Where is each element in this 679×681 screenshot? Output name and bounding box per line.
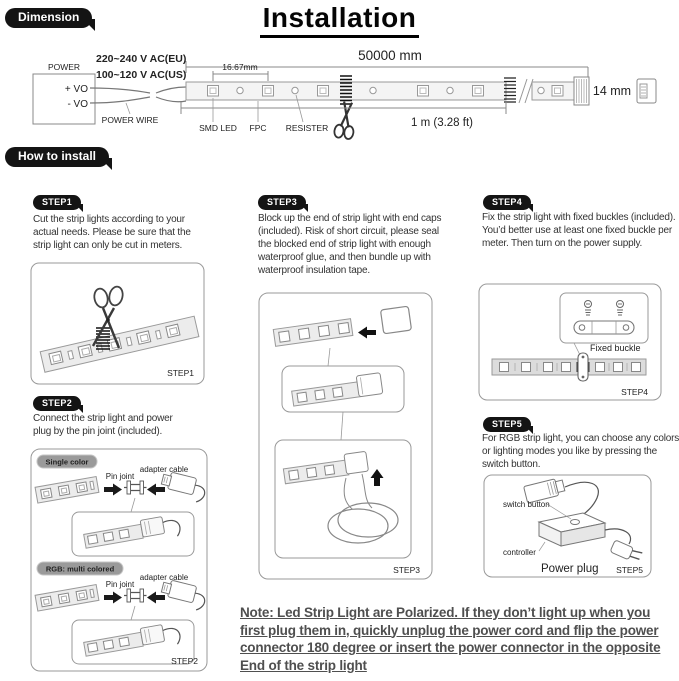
power-wire-label: POWER WIRE: [101, 115, 159, 125]
step5-text: For RGB strip light, you can choose any colors or lighting modes you like by pressing the switch button.: [482, 433, 679, 470]
minus-vo-label: - VO: [67, 99, 88, 110]
pitch-label: 16.67mm: [222, 62, 258, 72]
step4-illustration: [478, 283, 662, 401]
step4-strip: [492, 359, 646, 375]
page-title: Installation: [260, 2, 420, 38]
strip-width-label: 14 mm: [592, 84, 632, 98]
smd-led-label: SMD LED: [199, 123, 237, 133]
cut-length-label: 1 m (3.28 ft): [411, 117, 473, 129]
buckle-shape: [574, 321, 634, 334]
end-cap: [380, 306, 411, 334]
single-color-pill: [37, 455, 97, 468]
step1-text: Cut the strip lights according to your actual needs. Please be sure that the strip light can only be cut in meters.: [33, 214, 191, 251]
controller-label: controller: [503, 548, 536, 557]
end-connector: [574, 77, 589, 105]
step3-text: Block up the end of strip light with end caps (included). Risk of short circuit, please seal the blocked end of strip light with enough waterproof glue, and then bundle up with waterproof insulation tape.: [258, 213, 442, 276]
cut-mark: [340, 76, 352, 104]
pitch-dimension: [213, 71, 268, 81]
voltage-us-label: 100~120 V AC(US): [96, 69, 187, 81]
dimension-badge: Dimension: [5, 8, 92, 28]
how-to-install-badge: How to install: [5, 147, 109, 167]
fpc-label: FPC: [249, 123, 267, 133]
adapter-cable-label-1: adapter cable: [139, 465, 189, 474]
step1-illustration: [30, 262, 205, 385]
step5-badge: STEP5: [483, 417, 531, 432]
svg-text:RGB: multi colored: RGB: multi colored: [45, 564, 115, 574]
step4-badge: STEP4: [483, 195, 531, 210]
step5-illustration: [483, 474, 652, 578]
rgb-pill: [37, 562, 123, 575]
scissors-icon: [334, 101, 358, 140]
total-length-label: 50000 mm: [358, 48, 422, 63]
buckle-inset-box: [560, 293, 648, 343]
break-mark: [519, 79, 533, 103]
svg-text:Single color: Single color: [45, 457, 89, 467]
switch-button-label: switch button: [503, 500, 550, 509]
buckle-on-strip: [578, 353, 588, 381]
step4-text: Fix the strip light with fixed buckles (included). You’d better use at least one fixed buckle per meter. Then turn on the power supply.: [482, 212, 676, 249]
pin-joint-label-2: Pin joint: [105, 580, 135, 589]
dimension-diagram: [0, 45, 679, 140]
power-plug-label: Power plug: [541, 563, 599, 575]
switch-button-icon: [571, 520, 580, 525]
step1-corner-label: STEP1: [167, 368, 194, 378]
voltage-eu-label: 220~240 V AC(EU): [96, 53, 187, 65]
end-cap-piece: [637, 79, 656, 103]
step2-corner-label: STEP2: [171, 656, 198, 666]
step2-illustration: [30, 448, 208, 672]
strip-end-segment: [532, 82, 576, 100]
resister-label: RESISTER: [285, 123, 329, 133]
power-label: POWER: [47, 62, 81, 72]
adapter-cable-label-2: adapter cable: [139, 573, 189, 582]
pin-joint-label-1: Pin joint: [105, 472, 135, 481]
plus-vo-label: + VO: [64, 84, 88, 95]
step2-badge: STEP2: [33, 396, 81, 411]
page-title-wrap: [0, 2, 679, 38]
step2-text: Connect the strip light and power plug by the pin joint (included).: [33, 413, 173, 437]
step3-badge: STEP3: [258, 195, 306, 210]
fixed-buckle-label: Fixed buckle: [590, 343, 641, 353]
step3-corner-label: STEP3: [393, 565, 420, 575]
power-wires: [90, 87, 186, 103]
step3-illustration: [258, 292, 433, 580]
polarity-note: Note: Led Strip Light are Polarized. If they don’t light up when you first plug them in, quickly unplug the power cord and flip the power connector 180 degree or insert the power connector in the opposite End of the strip light: [240, 605, 661, 673]
step1-badge: STEP1: [33, 195, 81, 210]
step4-corner-label: STEP4: [621, 387, 648, 397]
power-wire-leader: [126, 103, 130, 114]
step5-corner-label: STEP5: [616, 565, 643, 575]
